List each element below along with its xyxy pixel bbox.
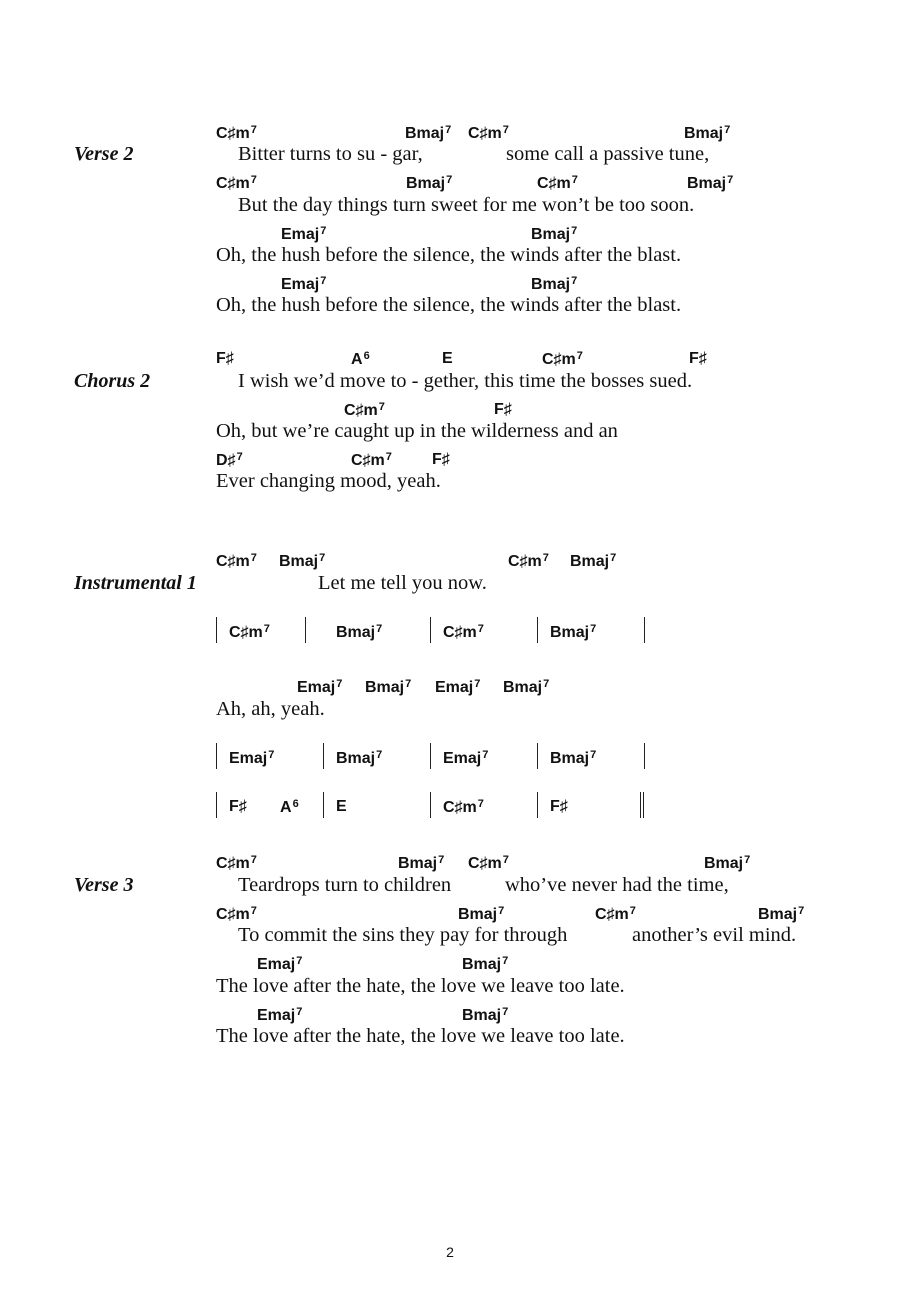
lyric-line: The love after the hate, the love we leave too late. [216, 1025, 625, 1047]
chord-root: A [351, 351, 363, 368]
chord [216, 174, 257, 193]
chord-extension: 7 [498, 905, 505, 917]
barline [430, 743, 431, 769]
chord-extension: 7 [543, 678, 550, 690]
chord [351, 350, 370, 369]
barline [323, 792, 324, 818]
page-number: 2 [446, 1244, 454, 1260]
barline [216, 743, 217, 769]
chord-extension: 7 [296, 1006, 303, 1018]
bar-chord [229, 798, 247, 816]
chord [257, 955, 302, 974]
chord-extension: 7 [477, 623, 484, 635]
chord-root: C♯m [443, 624, 477, 641]
chord [542, 350, 583, 369]
chord-extension: 7 [376, 623, 383, 635]
chord-root: Emaj [443, 750, 482, 767]
chord-extension: 7 [263, 623, 270, 635]
chord-extension: 7 [236, 451, 243, 463]
chord-root: Bmaj [684, 125, 724, 142]
lyric-line: Ah, ah, yeah. [216, 698, 325, 720]
chord-extension: 7 [474, 678, 481, 690]
lyric-line: But the day things turn sweet for me won’t be too soon. [238, 194, 695, 216]
chord-root: C♯m [216, 906, 250, 923]
chord-extension: 7 [378, 401, 385, 413]
chord [281, 275, 326, 294]
lyric-line: Teardrops turn to children [238, 874, 452, 896]
chord-extension: 7 [629, 905, 636, 917]
chord-extension: 7 [482, 749, 489, 761]
chord [531, 225, 577, 244]
chord-root: Bmaj [550, 750, 590, 767]
chord-root: Emaj [257, 956, 296, 973]
final-double-barline [640, 792, 644, 818]
chord-root: C♯m [443, 799, 477, 816]
bar-chord [229, 623, 270, 642]
chord-root: Emaj [297, 679, 336, 696]
chord-extension: 7 [445, 124, 452, 136]
barline [430, 617, 431, 643]
chord-root: C♯m [216, 175, 250, 192]
barline [644, 743, 645, 769]
section-label-instrumental-1: Instrumental 1 [74, 572, 197, 594]
chord [462, 955, 508, 974]
section-label-verse-2: Verse 2 [74, 143, 134, 165]
chord-root: Bmaj [406, 175, 446, 192]
chord-extension: 7 [798, 905, 805, 917]
chord-root: Bmaj [458, 906, 498, 923]
chord-root: Bmaj [462, 1007, 502, 1024]
chord-extension: 7 [571, 225, 578, 237]
chord-extension: 7 [250, 174, 257, 186]
chord-root: Bmaj [462, 956, 502, 973]
chord-root: Bmaj [570, 553, 610, 570]
chord [494, 401, 512, 419]
chord-root: F♯ [229, 798, 247, 815]
chord-extension: 7 [590, 623, 597, 635]
chord-root: Bmaj [405, 125, 445, 142]
chord-root: Bmaj [758, 906, 798, 923]
chord [406, 174, 452, 193]
chord [508, 552, 549, 571]
chord [279, 552, 325, 571]
barline [216, 792, 217, 818]
chord-extension: 7 [724, 124, 731, 136]
barline [305, 617, 306, 643]
chord-extension: 6 [363, 350, 370, 362]
lyric-line: Oh, but we’re caught up in the wilderness and an [216, 420, 618, 442]
chord-root: C♯m [216, 553, 250, 570]
chord-extension: 7 [250, 124, 257, 136]
chord-extension: 7 [590, 749, 597, 761]
chord-root: F♯ [216, 350, 234, 367]
chord-root: F♯ [432, 451, 450, 468]
chord-extension: 7 [571, 174, 578, 186]
chord [531, 275, 577, 294]
chord [365, 678, 411, 697]
chord-extension: 7 [576, 350, 583, 362]
chord [689, 350, 707, 368]
chord-extension: 7 [502, 124, 509, 136]
chord [405, 124, 451, 143]
chord [442, 350, 453, 368]
chord-root: Bmaj [336, 750, 376, 767]
chord-root: Bmaj [704, 855, 744, 872]
barline [430, 792, 431, 818]
chord-root: F♯ [689, 350, 707, 367]
chord [704, 854, 750, 873]
chord [297, 678, 342, 697]
lyric-line: Bitter turns to su - gar, [238, 143, 423, 165]
chord-extension: 7 [438, 854, 445, 866]
bar-chord [550, 623, 596, 642]
chord [351, 451, 392, 470]
chord-extension: 7 [250, 854, 257, 866]
bar-chord [336, 623, 382, 642]
barline [537, 617, 538, 643]
chord-root: Bmaj [531, 226, 571, 243]
bar-chord [550, 749, 596, 768]
chord-root: Emaj [281, 226, 320, 243]
bar-chord [336, 749, 382, 768]
lyric-line: Oh, the hush before the silence, the winds after the blast. [216, 294, 682, 316]
chord-root: Bmaj [336, 624, 376, 641]
chord-root: C♯m [508, 553, 542, 570]
chord-extension: 7 [385, 451, 392, 463]
chord-extension: 7 [610, 552, 617, 564]
chord-root: C♯m [229, 624, 263, 641]
chord [216, 124, 257, 143]
chord [684, 124, 730, 143]
chord-root: C♯m [542, 351, 576, 368]
bar-chord [336, 798, 347, 816]
chord [216, 854, 257, 873]
bar-chord [280, 798, 299, 817]
barline [216, 617, 217, 643]
chord-extension: 7 [502, 955, 509, 967]
chord-extension: 7 [744, 854, 751, 866]
chord-root: C♯m [468, 125, 502, 142]
chord [503, 678, 549, 697]
chord-root: F♯ [550, 798, 568, 815]
chord [344, 401, 385, 420]
chord [537, 174, 578, 193]
chord [458, 905, 504, 924]
chord-root: Emaj [257, 1007, 296, 1024]
chord-extension: 7 [727, 174, 734, 186]
chord-root: Bmaj [503, 679, 543, 696]
bar-chord [443, 623, 484, 642]
bar-chord [550, 798, 568, 816]
chord-root: C♯m [468, 855, 502, 872]
lyric-line: Oh, the hush before the silence, the winds after the blast. [216, 244, 682, 266]
chord-root: Bmaj [365, 679, 405, 696]
barline [323, 743, 324, 769]
chord-extension: 7 [296, 955, 303, 967]
chord [435, 678, 480, 697]
chord-root: Emaj [281, 276, 320, 293]
chord-root: C♯m [537, 175, 571, 192]
chord-extension: 7 [571, 275, 578, 287]
chord-extension: 7 [320, 225, 327, 237]
chord [216, 350, 234, 368]
chord-root: Bmaj [687, 175, 727, 192]
chord-root: C♯m [344, 402, 378, 419]
chord-root: Emaj [435, 679, 474, 696]
lyric-line: I wish we’d move to - gether, this time the bosses sued. [238, 370, 693, 392]
chord-root: E [336, 798, 347, 815]
chord [432, 451, 450, 469]
chord-extension: 7 [405, 678, 412, 690]
chord-extension: 7 [502, 1006, 509, 1018]
chord-root: E [442, 350, 453, 367]
chord-root: C♯m [351, 452, 385, 469]
chord [758, 905, 804, 924]
lyric-line: To commit the sins they pay for through [238, 924, 568, 946]
chord [687, 174, 733, 193]
chord-root: F♯ [494, 401, 512, 418]
chord-root: Bmaj [398, 855, 438, 872]
chord [216, 905, 257, 924]
chord-root: A [280, 799, 292, 816]
chord-root: Bmaj [279, 553, 319, 570]
chord-extension: 7 [477, 798, 484, 810]
barline [537, 743, 538, 769]
chord-extension: 7 [320, 275, 327, 287]
chord-extension: 7 [319, 552, 326, 564]
section-label-chorus-2: Chorus 2 [74, 370, 151, 392]
chord-extension: 6 [292, 798, 299, 810]
chord-extension: 7 [376, 749, 383, 761]
chord-extension: 7 [250, 905, 257, 917]
chord [257, 1006, 302, 1025]
chord [281, 225, 326, 244]
chord [398, 854, 444, 873]
lyric-line: some call a passive tune, [506, 143, 710, 165]
section-label-verse-3: Verse 3 [74, 874, 134, 896]
chord [216, 552, 257, 571]
chord-root: Bmaj [550, 624, 590, 641]
chord-root: D♯ [216, 452, 236, 469]
lyric-line: Let me tell you now. [318, 572, 487, 594]
bar-chord [229, 749, 274, 768]
chord-extension: 7 [502, 854, 509, 866]
chord-extension: 7 [446, 174, 453, 186]
chord [595, 905, 636, 924]
barline [644, 617, 645, 643]
chord-extension: 7 [268, 749, 275, 761]
chord-root: C♯m [595, 906, 629, 923]
chord [570, 552, 616, 571]
lyric-line: another’s evil mind. [632, 924, 797, 946]
bar-chord [443, 749, 488, 768]
lyric-line: Ever changing mood, yeah. [216, 470, 441, 492]
chord-root: C♯m [216, 125, 250, 142]
chord-extension: 7 [336, 678, 343, 690]
chord [468, 854, 509, 873]
lyric-line: The love after the hate, the love we leave too late. [216, 975, 625, 997]
chord [468, 124, 509, 143]
barline [537, 792, 538, 818]
bar-chord [443, 798, 484, 817]
chord [462, 1006, 508, 1025]
chord-extension: 7 [542, 552, 549, 564]
chord-root: Emaj [229, 750, 268, 767]
chord [216, 451, 243, 470]
chord-root: Bmaj [531, 276, 571, 293]
chord-extension: 7 [250, 552, 257, 564]
chord-root: C♯m [216, 855, 250, 872]
lyric-line: who’ve never had the time, [505, 874, 729, 896]
